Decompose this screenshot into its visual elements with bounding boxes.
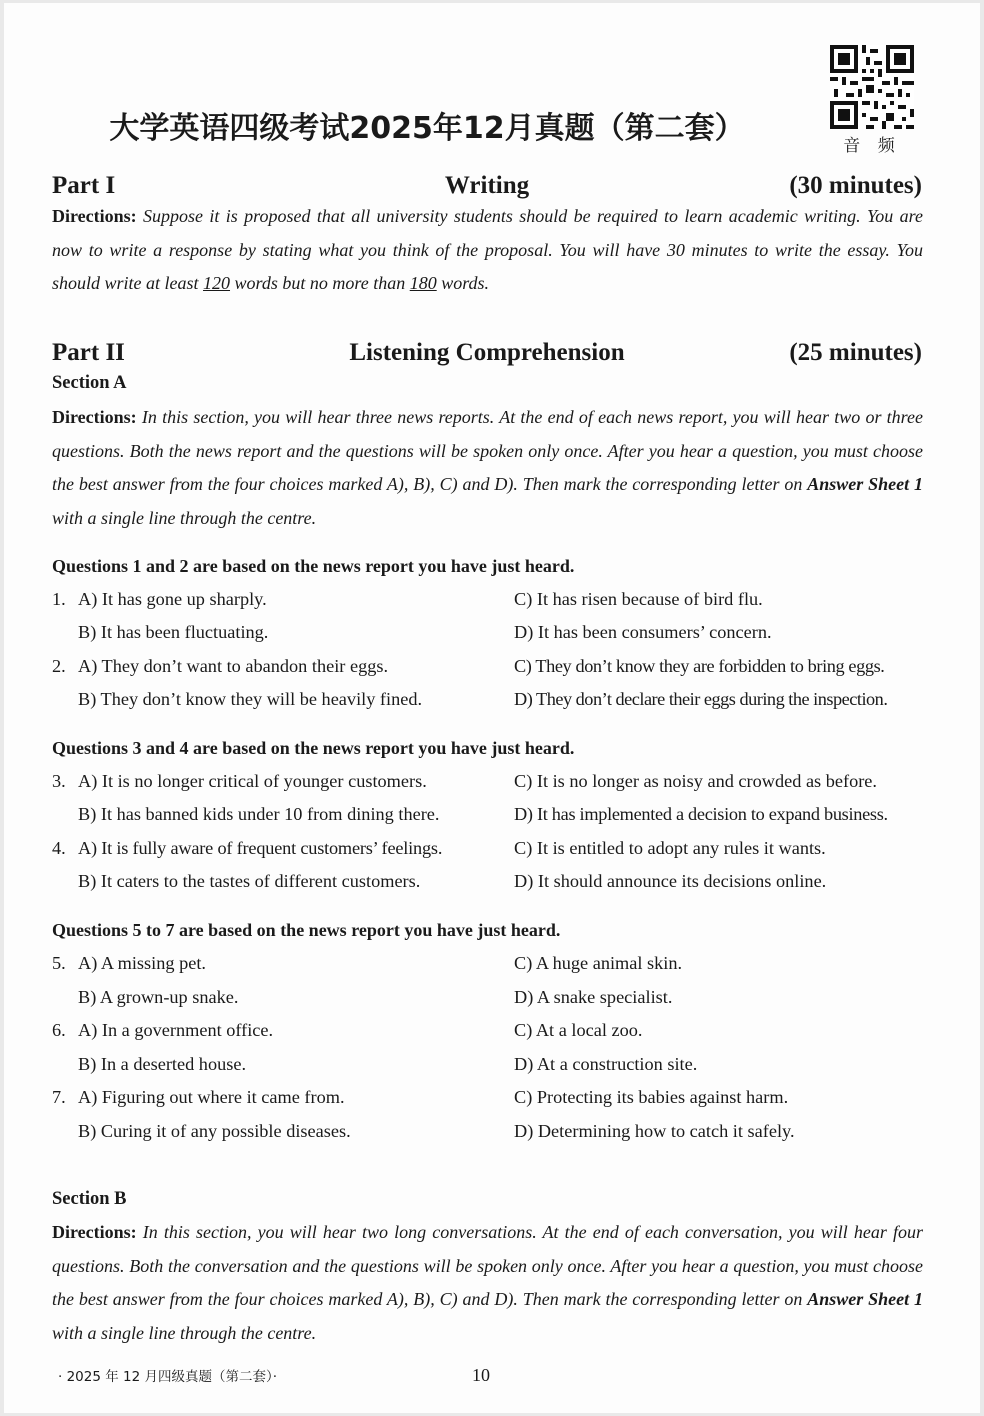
part-1-label: Part I: [52, 172, 116, 199]
option-a: A) It has gone up sharply.: [78, 589, 267, 609]
option-c: C) It has risen because of bird flu.: [514, 589, 763, 609]
question-row: [52, 771, 932, 804]
question-row: [52, 987, 932, 1020]
part-2-label: Part II: [52, 339, 125, 366]
question-group-heading: Questions 1 and 2 are based on the news report you have just heard.: [52, 556, 575, 576]
question-number: 7.: [52, 1087, 66, 1107]
option-a: A) Figuring out where it came from.: [78, 1087, 345, 1107]
question-row: [52, 804, 932, 837]
directions-text: with a single line through the centre.: [52, 507, 317, 528]
part-1-directions: [52, 200, 923, 301]
page-number: 10: [472, 1365, 490, 1385]
directions-text: words.: [436, 273, 490, 293]
part-2-name: Listening Comprehension: [349, 339, 625, 366]
directions-text: In this section, you will hear two long conversations. At the end of each conversation, you will hear four questions. Both the conversation and the questions will be spoken only once. After you hear a question, you must choose the best answer from the four choices marked A), B), C) and D). Then mark the corresponding letter on: [52, 1222, 924, 1309]
min-words: 120: [203, 273, 231, 293]
part-1-name: Writing: [444, 172, 530, 199]
option-c: C) A huge animal skin.: [514, 953, 683, 973]
qr-code-icon: [830, 45, 914, 129]
section-b-directions: [52, 1216, 923, 1350]
page-title: 大学英语四级考试2025年12月真题（第二套）: [109, 111, 745, 146]
option-c: C) Protecting its babies against harm.: [514, 1087, 789, 1107]
option-b: B) They don’t know they will be heavily fined.: [78, 689, 423, 709]
part-1-time: (30 minutes): [789, 172, 922, 199]
question-row: [52, 689, 932, 722]
option-b: B) It caters to the tastes of different customers.: [78, 871, 421, 891]
option-d: D) It should announce its decisions online.: [514, 871, 827, 891]
question-number: 6.: [52, 1020, 66, 1040]
question-row: [52, 622, 932, 655]
option-b: B) In a deserted house.: [78, 1054, 247, 1074]
part-2-header: [52, 339, 922, 371]
question-number: 3.: [52, 771, 66, 791]
option-c: C) At a local zoo.: [514, 1020, 643, 1040]
question-row: [52, 589, 932, 622]
max-words: 180: [409, 273, 437, 293]
option-b: B) It has banned kids under 10 from dining there.: [78, 804, 440, 824]
question-row: [52, 871, 932, 904]
option-b: B) A grown-up snake.: [78, 987, 239, 1007]
question-group-heading: Questions 5 to 7 are based on the news report you have just heard.: [52, 920, 561, 940]
question-row: [52, 1054, 932, 1087]
question-row: [52, 1087, 932, 1120]
question-number: 5.: [52, 953, 66, 973]
question-number: 4.: [52, 838, 66, 858]
option-b: B) Curing it of any possible diseases.: [78, 1121, 351, 1141]
exam-page: [4, 3, 980, 1413]
section-a-directions: [52, 401, 923, 535]
option-a: A) They don’t want to abandon their eggs.: [78, 656, 389, 676]
answer-sheet-ref: Answer Sheet 1: [807, 474, 923, 494]
directions-label: Directions:: [52, 407, 137, 427]
option-c: C) It is entitled to adopt any rules it wants.: [514, 838, 826, 858]
option-d: D) They don’t declare their eggs during the inspection.: [514, 689, 888, 709]
option-a: A) A missing pet.: [78, 953, 206, 973]
directions-text: words but no more than: [230, 273, 410, 293]
question-row: [52, 953, 932, 986]
option-a: A) In a government office.: [78, 1020, 274, 1040]
option-d: D) At a construction site.: [514, 1054, 698, 1074]
answer-sheet-ref: Answer Sheet 1: [807, 1289, 923, 1309]
option-a: A) It is fully aware of frequent customers’ feelings.: [78, 838, 443, 858]
directions-text: with a single line through the centre.: [52, 1322, 317, 1343]
footer-label: · 2025 年 12 月四级真题（第二套）·: [58, 1369, 278, 1385]
question-row: [52, 1020, 932, 1053]
section-b-label: Section B: [52, 1189, 127, 1209]
question-row: [52, 1121, 932, 1154]
question-row: [52, 838, 932, 871]
directions-label: Directions:: [52, 1222, 137, 1242]
option-c: C) It is no longer as noisy and crowded as before.: [514, 771, 877, 791]
question-group-heading: Questions 3 and 4 are based on the news report you have just heard.: [52, 738, 575, 758]
audio-label: 音 频: [843, 136, 901, 156]
section-a-label: Section A: [52, 373, 127, 393]
option-a: A) It is no longer critical of younger customers.: [78, 771, 427, 791]
directions-text: In this section, you will hear three news reports. At the end of each news report, you will hear two or three questions. Both the news report and the questions will be spoken only once. After you hear a question, you must choose the best answer from the four choices marked A), B), C) and D). Then mark the corresponding letter on: [52, 407, 924, 494]
question-row: [52, 656, 932, 689]
option-b: B) It has been fluctuating.: [78, 622, 269, 642]
option-d: D) A snake specialist.: [514, 987, 673, 1007]
option-c: C) They don’t know they are forbidden to bring eggs.: [514, 656, 885, 676]
directions-label: Directions:: [52, 206, 137, 226]
question-number: 2.: [52, 656, 66, 676]
part-2-time: (25 minutes): [789, 339, 922, 366]
question-number: 1.: [52, 589, 66, 609]
option-d: D) It has implemented a decision to expand business.: [514, 804, 888, 824]
option-d: D) Determining how to catch it safely.: [514, 1121, 795, 1141]
option-d: D) It has been consumers’ concern.: [514, 622, 772, 642]
directions-text: Suppose it is proposed that all university students should be required to learn academic writing. You are now to write a response by stating what you think of the proposal. You will have 30 minutes to write the essay. You should write at least: [52, 206, 923, 293]
